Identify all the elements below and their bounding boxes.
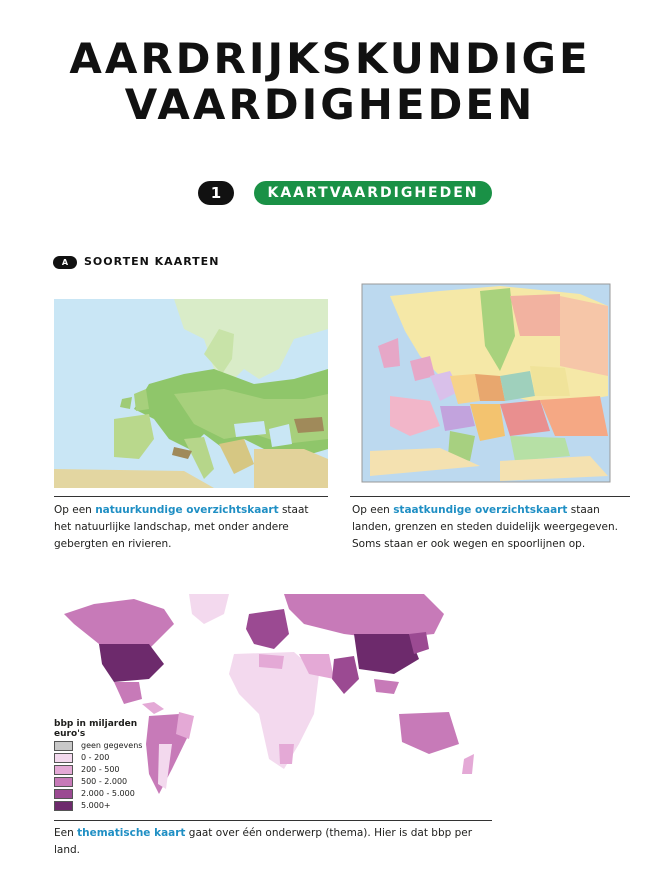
legend-swatch (54, 741, 73, 751)
map1-caption-after: staat het natuurlijke landschap, met onder andere gebergten en rivieren. (54, 504, 309, 550)
physical-map-image (54, 299, 328, 488)
legend-item (54, 764, 164, 775)
legend-label: geen gegevens (81, 741, 143, 750)
section-title: SOORTEN KAARTEN (84, 255, 220, 268)
legend-rows (54, 740, 164, 811)
map1-divider (54, 496, 328, 497)
title-line-1: AARDRIJKSKUNDIGE (69, 34, 591, 83)
map2-caption-before: Op een (352, 504, 394, 516)
legend-swatch (54, 753, 73, 763)
map3-caption (54, 825, 494, 859)
legend-item (54, 752, 164, 763)
legend-swatch (54, 801, 73, 811)
legend-swatch (54, 789, 73, 799)
legend-label: 500 - 2.000 (81, 777, 128, 786)
legend-swatch (54, 777, 73, 787)
map3-caption-after: gaat over één onderwerp (thema). Hier is dat bbp per land. (54, 827, 473, 856)
legend-title: bbp in miljarden euro's (54, 719, 138, 739)
legend-label: 200 - 500 (81, 765, 120, 774)
legend-item (54, 740, 164, 751)
chapter-title-pill: KAARTVAARDIGHEDEN (254, 181, 492, 205)
legend-item (54, 776, 164, 787)
section-letter-badge: A (53, 256, 77, 269)
title-line-2: VAARDIGHEDEN (124, 80, 536, 129)
legend-item (54, 788, 164, 799)
map1-caption-before: Op een (54, 504, 96, 516)
map2-divider (350, 496, 630, 497)
political-map-image (350, 276, 622, 492)
page-title (0, 36, 660, 128)
map3-caption-highlight: thematische kaart (77, 827, 186, 839)
map3-caption-before: Een (54, 827, 78, 839)
map-legend (54, 719, 164, 811)
map1-caption-highlight: natuurkundige overzichtskaart (95, 504, 279, 516)
legend-label: 2.000 - 5.000 (81, 789, 135, 798)
legend-label: 0 - 200 (81, 753, 110, 762)
chapter-heading (0, 181, 660, 205)
map2-caption (352, 502, 630, 553)
chapter-number-badge: 1 (198, 181, 234, 205)
map2-caption-after: staan landen, grenzen en steden duidelijk weergegeven. Soms staan er ook wegen en spoorlijnen op. (352, 504, 618, 550)
map2-caption-highlight: staatkundige overzichtskaart (393, 504, 568, 516)
legend-item (54, 800, 164, 811)
map3-divider (54, 820, 492, 821)
map1-caption (54, 502, 322, 553)
legend-label: 5.000+ (81, 801, 111, 810)
legend-swatch (54, 765, 73, 775)
